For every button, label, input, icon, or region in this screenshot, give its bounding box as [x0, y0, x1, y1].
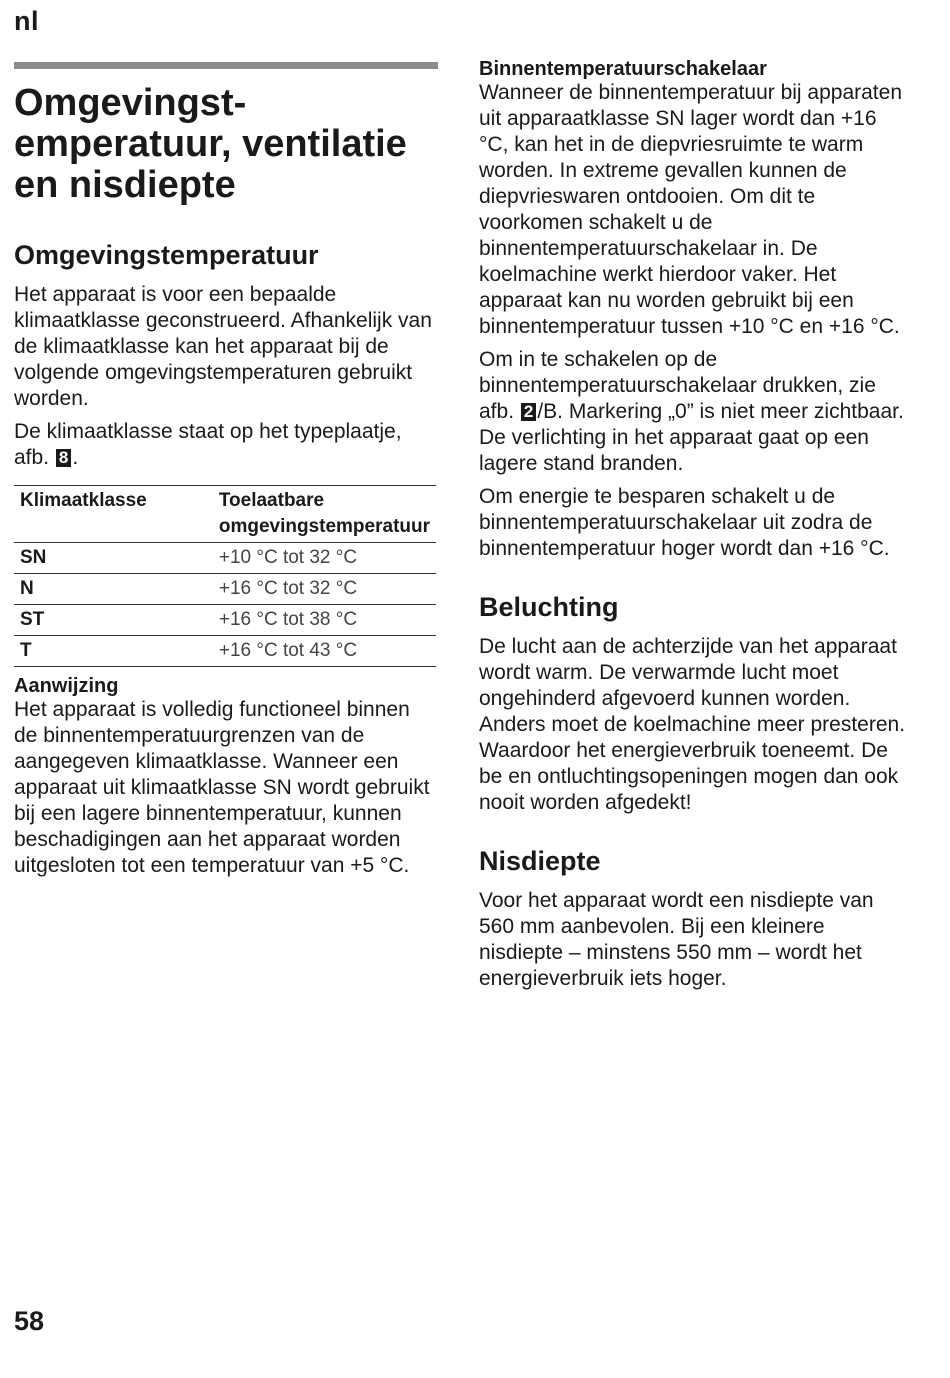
figure-reference-2: 2 — [521, 403, 536, 421]
right-column — [479, 58, 911, 999]
section-heading-ventilation: Beluchting — [479, 592, 619, 622]
climate-class-cell: T — [14, 636, 213, 667]
section-heading-ambient-temperature: Omgevingstemperatuur — [14, 240, 319, 270]
temperature-range-cell: +16 °C tot 32 °C — [213, 574, 436, 605]
table-row — [14, 543, 436, 574]
table-row — [14, 574, 436, 605]
figure-reference-8: 8 — [56, 449, 71, 467]
section-heading-niche-depth: Nisdiepte — [479, 846, 601, 876]
temperature-range-cell: +10 °C tot 32 °C — [213, 543, 436, 574]
switch-paragraph-1: Wanneer de binnentemperatuur bij apparaten uit apparaatklasse SN lager wordt dan +16 °C, kan het in de diepvriesruimte te warm worden. In extreme gevallen kunnen de diepvrieswaren ontdooien. Om dit te voorkomen schakelt u de binnentemperatuurschakelaar in. De koelmachine werkt hierdoor vaker. Het apparaat kan nu worden gebruikt bij een binnentemperatuur tussen +10 °C en +16 °C. — [479, 81, 903, 338]
climate-class-location-end: . — [72, 446, 79, 469]
page-number: 58 — [14, 1306, 45, 1336]
note-heading: Aanwijzing — [14, 675, 119, 697]
climate-class-cell: ST — [14, 605, 213, 636]
climate-class-cell: N — [14, 574, 213, 605]
ambient-temperature-paragraph: Het apparaat is voor een bepaalde klimaatklasse geconstrueerd. Afhankelijk van de klimaatklasse kan het apparaat bij de volgende omgevingstemperaturen gebruikt worden. — [14, 283, 432, 410]
climate-class-location-text: De klimaatklasse staat op het typeplaatje, afb. — [14, 420, 402, 469]
switch-paragraph-2-start: Om in te schakelen op de binnentemperatuurschakelaar drukken, zie afb. — [479, 348, 876, 423]
page-title: Omgevingst- emperatuur, ventilatie en nisdiepte — [14, 82, 407, 206]
header-rule — [14, 62, 438, 69]
note-paragraph: Het apparaat is volledig functioneel binnen de binnentemperatuurgrenzen van de aangegeven klimaatklasse. Wanneer een apparaat uit klimaatklasse SN wordt gebruikt bij een lagere binnentemperatuur, kunnen beschadigingen aan het apparaat worden uitgesloten tot een temperatuur van +5 °C. — [14, 698, 430, 877]
left-column — [14, 62, 438, 886]
table-row — [14, 636, 436, 667]
table-header-row — [14, 486, 436, 543]
switch-paragraph-3: Om energie te besparen schakelt u de binnentemperatuurschakelaar uit zodra de binnentemperatuur hoger wordt dan +16 °C. — [479, 485, 890, 560]
language-code: nl — [14, 6, 39, 36]
climate-class-cell: SN — [14, 543, 213, 574]
subheading-internal-temperature-switch: Binnentemperatuurschakelaar — [479, 58, 767, 80]
temperature-range-cell: +16 °C tot 43 °C — [213, 636, 436, 667]
niche-depth-paragraph: Voor het apparaat wordt een nisdiepte van 560 mm aanbevolen. Bij een kleinere nisdiepte – minstens 550 mm – wordt het energieverbruik iets hoger. — [479, 889, 874, 990]
switch-paragraph-2-end: /B. Markering „0” is niet meer zichtbaar. De verlichting in het apparaat gaat op een lagere stand branden. — [479, 400, 904, 475]
column-header-climate-class: Klimaatklasse — [14, 486, 213, 543]
table-row — [14, 605, 436, 636]
climate-class-location-paragraph — [14, 419, 438, 471]
switch-paragraph-2 — [479, 347, 911, 477]
temperature-range-cell: +16 °C tot 38 °C — [213, 605, 436, 636]
column-header-allowed-temperature: Toelaatbare omgevingstemperatuur — [213, 486, 436, 543]
climate-class-table — [14, 485, 436, 667]
ventilation-paragraph: De lucht aan de achterzijde van het apparaat wordt warm. De verwarmde lucht moet ongehinderd afgevoerd kunnen worden. Anders moet de koelmachine meer presteren. Waardoor het energieverbruik toeneemt. De be en ontluchtingsopeningen mogen dan ook nooit worden afgedekt! — [479, 635, 906, 814]
